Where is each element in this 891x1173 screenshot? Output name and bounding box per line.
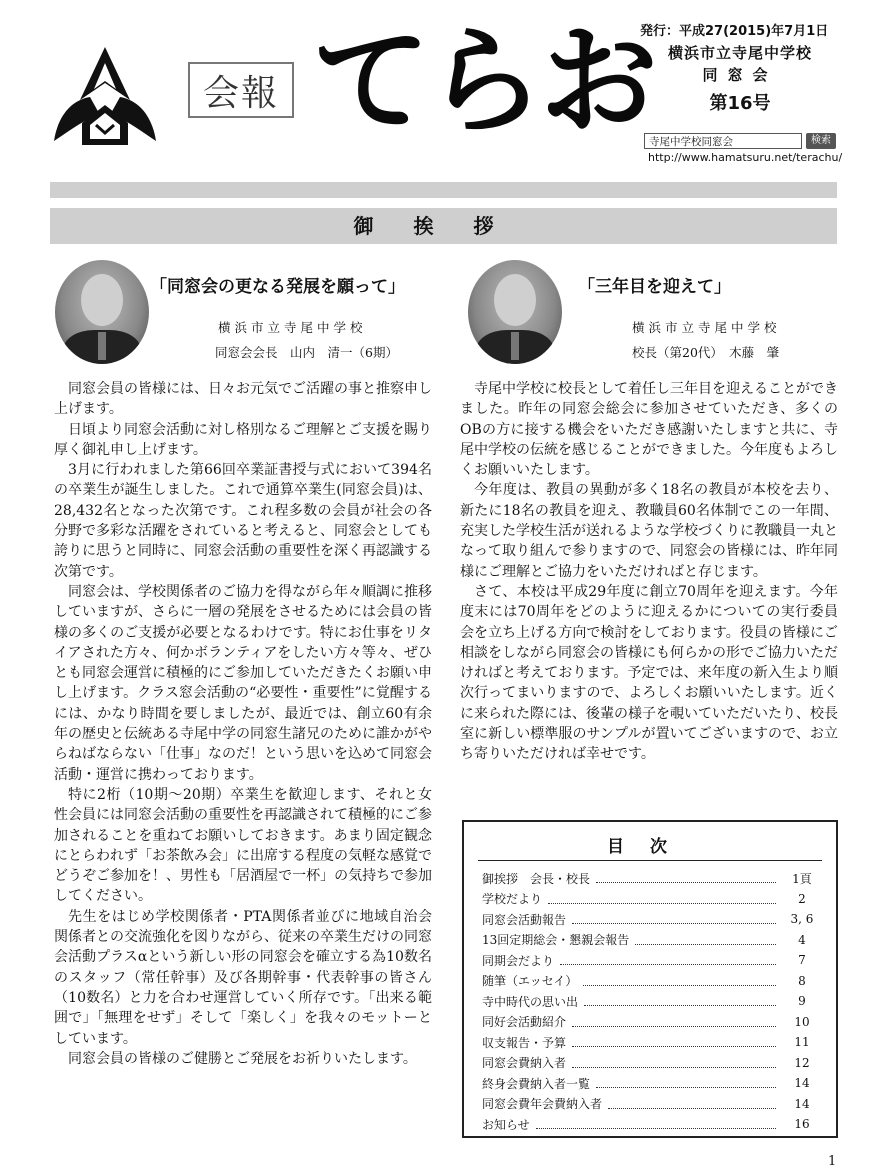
issue-date: 発行：平成27(2015)年7月1日 (640, 24, 829, 39)
toc-item-page: 7 (798, 953, 806, 967)
left-paragraph: 日頃より同窓会活動に対し格別なるご理解とご支援を賜り厚く御礼申し上げます。 (54, 421, 432, 458)
toc-item-page: 3, 6 (790, 912, 814, 926)
toc-item-page: 16 (794, 1117, 810, 1131)
issuer-association: 同窓会 (702, 66, 778, 84)
toc-item-label: 学校だより (482, 892, 543, 906)
toc-item-page: 8 (798, 973, 806, 988)
table-of-contents (462, 820, 838, 1138)
toc-item (482, 991, 822, 1011)
toc-item-label: 同窓会費年会費納入者 (482, 1097, 603, 1111)
toc-item-page: 2 (798, 891, 806, 906)
toc-leader-dots (548, 894, 776, 904)
right-paragraph: 今年度は、教員の異動が多く18名の教員が本校を去り、新たに18名の教員を迎え、教職員60名体制でこの一年間、充実した学校生活が送れるような学校づくりに教職員一丸となって取り組んで参りますので、同窓会の皆様には、昨年同様にご理解とご協力をいただければと存じます。 (460, 482, 838, 580)
left-paragraph: 3月に行われました第66回卒業証書授与式において394名の卒業生が誕生しました。これで通算卒業生(同窓会員)は、28,432名となった次第です。これ程多数の会員が社会の各分野で多彩な活躍をされていると考えると、同窓会としても誇りに思うと同時に、同窓会活動の重要性を深く再認識する次第です。 (54, 462, 432, 580)
toc-item (482, 950, 822, 970)
toc-item (482, 971, 822, 991)
toc-item-label: お知らせ (482, 1117, 530, 1132)
toc-item-label: 終身会費納入者一覧 (482, 1076, 591, 1091)
toc-item (482, 1114, 822, 1134)
toc-item-label: 同期会だより (482, 953, 555, 968)
right-paragraph: 寺尾中学校に校長として着任し三年目を迎えることができました。昨年の同窓会総会に参加させていただき、多くのOBの方に接する機会をいただき感謝いたしますと共に、寺尾中学校の伝統を感じることができました。今年度もよろしくお願いいたします。 (460, 381, 838, 479)
toc-item-label: 収支報告・予算 (482, 1035, 567, 1050)
toc-item-label: 同窓会活動報告 (482, 912, 567, 927)
toc-item-label: 随筆（エッセイ） (482, 974, 578, 988)
toc-item-label: 13回定期総会・懇親会報告 (482, 933, 630, 947)
toc-leader-dots (584, 996, 776, 1006)
toc-item-page: 14 (794, 1096, 810, 1111)
toc-leader-dots (572, 1037, 776, 1047)
toc-item-label: 寺中時代の思い出 (482, 994, 579, 1009)
toc-item (482, 889, 822, 909)
toc-item-page: 12 (794, 1055, 810, 1070)
toc-item (482, 1053, 822, 1073)
left-paragraph: 特に2桁（10期～20期）卒業生を歓迎します、それと女性会員には同窓会活動の重要性を再認識されて積極的にご参加されることを重ねてお願いしておきます。あまり固定観念にとらわれず「お茶飲み会」に出席する程度の気軽な感覚でどうぞご参加を！、男性も「居酒屋で一杯」の気持ちで参加してください。 (54, 786, 432, 905)
left-paragraph: 同窓会員の皆様のご健勝とご発展をお祈りいたします。 (68, 1050, 417, 1067)
right-heading: 「三年目を迎えて」 (578, 277, 731, 297)
toc-item (482, 1094, 822, 1114)
toc-title: 目次 (607, 837, 693, 857)
toc-leader-dots (596, 1078, 776, 1088)
issue-info (640, 20, 840, 115)
toc-item-page: 9 (798, 994, 806, 1008)
right-role: 校長（第20代） 木藤 肇 (632, 345, 780, 360)
toc-item (482, 930, 822, 950)
toc-leader-dots (572, 1058, 776, 1068)
toc-item-page: 11 (794, 1035, 810, 1049)
right-school: 横浜市立寺尾中学校 (632, 320, 781, 335)
issuer-school: 横浜市立寺尾中学校 (667, 44, 812, 62)
search-box: 寺尾中学校同窓会 (644, 133, 802, 149)
right-paragraph: さて、本校は平成29年度に創立70周年を迎えます。今年度末には70周年をどのように迎えるかについての実行委員会を立ち上げる方向で検討をしております。役員の皆様にご相談をしながら同窓会の皆様にも何らかの形でご協力いただければと考えております。予定では、来年度の新入生より順次行ってまいりますので、よろしくお願いいたします。近くに来られた際には、後輩の様子を覗いていただいたり、校長室に新しい標準服のサンプルが置いてございますので、お立ち寄りいただければ幸せです。 (460, 583, 838, 763)
header-divider-bar (50, 182, 837, 198)
left-paragraph: 同窓会は、学校関係者のご協力を得ながら年々順調に推移していますが、さらに一層の発展をさせるためには会員の皆様の多くのご支援が必要となるわけです。特にお仕事をリタイアされた方々、何かボランティアをしたい方々等々、ぜひとも同窓会運営に積極的にご参加していただきたくお願い申し上げます。クラス窓会活動の“必要性・重要性”に覚醒するには、かなり時間を要しましたが、最近では、創立60有余年の歴史と伝統ある寺尾中学の同窓生諸兄のために誰かがやらねばならない「仕事」なのだ！という思いを込めて同窓会活動・運営に携わっております。 (54, 583, 432, 783)
left-body (54, 379, 432, 1069)
toc-leader-dots (608, 1099, 776, 1109)
principal-photo (468, 260, 562, 364)
chairman-photo (55, 260, 149, 364)
toc-leader-dots (560, 955, 776, 965)
right-body (460, 379, 838, 765)
toc-item-label: 御挨拶 会長・校長 (482, 871, 591, 886)
toc-item (482, 868, 822, 888)
left-role: 同窓会会長 山内 清一（6期） (215, 345, 398, 360)
toc-leader-dots (536, 1119, 776, 1129)
toc-leader-dots (583, 976, 776, 986)
toc-leader-dots (635, 935, 776, 945)
left-paragraph: 同窓会員の皆様には、日々お元気でご活躍の事と推察申し上げます。 (54, 381, 432, 418)
toc-leader-dots (596, 873, 776, 883)
toc-leader-dots (572, 914, 776, 924)
toc-item-page: 14 (794, 1076, 810, 1090)
toc-leader-dots (572, 1017, 776, 1027)
toc-item-page: 1頁 (792, 871, 812, 886)
school-emblem-logo (50, 45, 160, 155)
left-paragraph: 先生をはじめ学校関係者・PTA関係者並びに地域自治会関係者との交流強化を図りながら、従来の卒業生だけの同窓会活動プラスαという新しい形の同窓会を確立する為10数名のスタッフ（常任幹事）及び各期幹事・代表幹事の皆さん（10数名）と力を合わせ運営していく所存です。「出来る範囲で」「無理をせず」そして「楽しく」を我々のモットーとしています。 (54, 908, 432, 1047)
toc-item (482, 1073, 822, 1093)
page-number: 1 (828, 1154, 837, 1169)
toc-item-label: 同好会活動紹介 (482, 1015, 567, 1029)
toc-item (482, 1032, 822, 1052)
toc-item-page: 10 (794, 1014, 810, 1029)
toc-item-page: 4 (798, 932, 806, 947)
kaiho-label: 会報 (188, 62, 294, 118)
newsletter-title: てらお (312, 11, 655, 150)
left-heading: 「同窓会の更なる発展を願って」 (150, 277, 405, 297)
left-school: 横浜市立寺尾中学校 (218, 320, 367, 335)
section-title: 御挨拶 (50, 208, 837, 244)
toc-item-label: 同窓会費納入者 (482, 1056, 567, 1070)
toc-item (482, 909, 822, 929)
issue-number: 第16号 (709, 93, 771, 114)
search-button: 検索 (806, 133, 836, 149)
toc-item (482, 1012, 822, 1032)
website-url: http://www.hamatsuru.net/terachu/ (648, 151, 843, 164)
